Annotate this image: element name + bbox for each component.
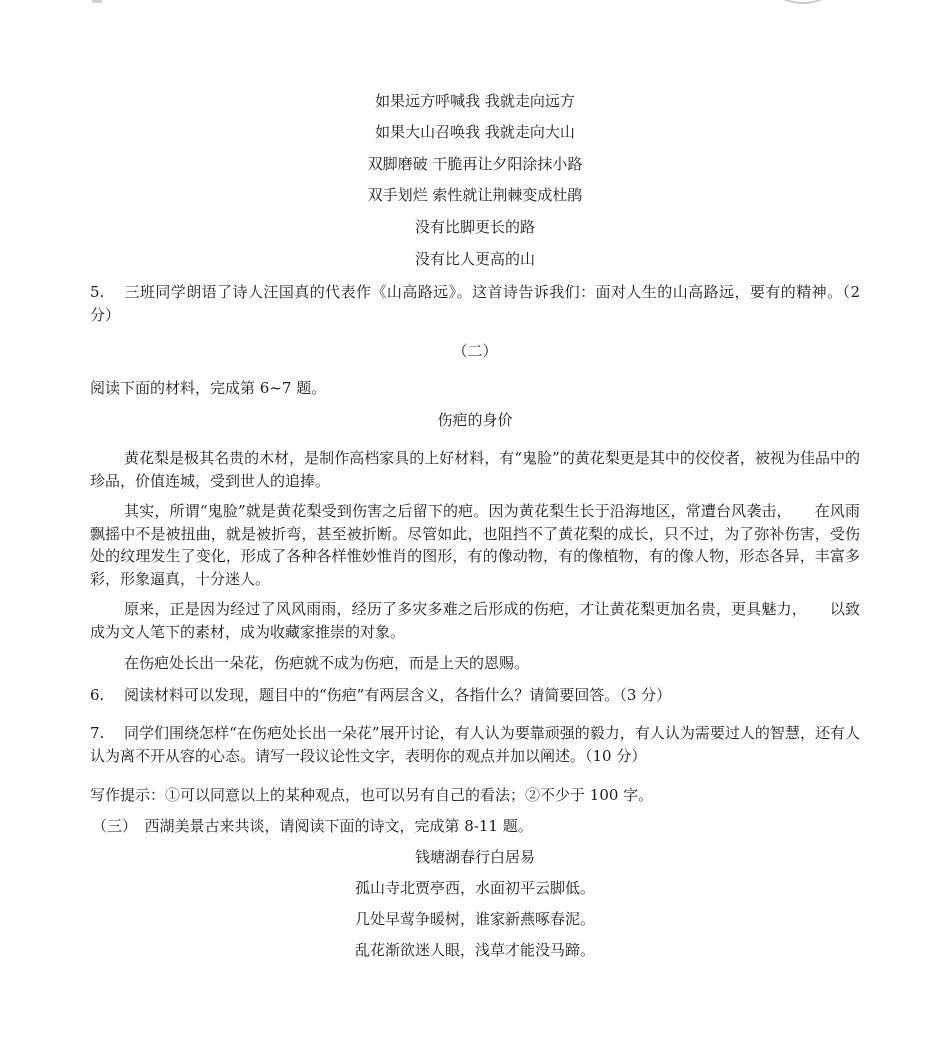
section-instruction: 阅读下面的材料，完成第 6~7 题。: [90, 379, 327, 397]
question-7: [90, 722, 860, 767]
question-number: 6.: [90, 686, 105, 704]
question-text: 三班同学朗语了诗人汪国真的代表作《山高路远》。这首诗告诉我们：面对人生的山高路远，要有的精神。（2 分）: [90, 283, 860, 324]
question-number: 7.: [90, 724, 105, 742]
question-6: [90, 684, 860, 707]
writing-tip: 写作提示：①可以同意以上的某种观点，也可以另有自己的看法；②不少于 100 字。: [90, 786, 654, 804]
poem-line: 双脚磨破 干脆再让夕阳涂抹小路: [367, 155, 583, 173]
poem-line: 乱花渐欲迷人眼，浅草才能没马蹄。: [354, 941, 595, 959]
poem-line: 如果远方呼喊我 我就走向远方: [375, 92, 575, 110]
article-paragraph: 在伤疤处长出一朵花，伤疤就不成为伤疤，而是上天的恩赐。: [124, 654, 530, 672]
scan-mark: [92, 0, 102, 3]
section-heading: （二）: [452, 342, 498, 360]
article-paragraph: 黄花梨是极其名贵的木材，是制作高档家具的上好材料，有“鬼脸”的黄花梨更是其中的佼佼者，被视为佳品中的珍品，价值连城，受到世人的追捧。: [90, 449, 860, 490]
section-heading: （三） 西湖美景古来共谈，请阅读下面的诗文，完成第 8-11 题。: [92, 817, 533, 835]
question-number: 5.: [90, 283, 105, 301]
poem-line: 孤山寺北贾亭西，水面初平云脚低。: [354, 879, 595, 897]
question-5: [90, 281, 860, 326]
poem-line: 双手划烂 索性就让荆棘变成杜鹃: [367, 186, 583, 204]
poem-line: 没有比脚更长的路: [414, 218, 535, 236]
poem-title: 钱塘湖春行白居易: [414, 848, 535, 866]
poem-line: 如果大山召唤我 我就走向大山: [375, 123, 575, 141]
poem-line: 没有比人更高的山: [414, 250, 535, 268]
article-title: 伤疤的身价: [437, 411, 513, 429]
article-paragraph: 其实，所谓“鬼脸”就是黄花梨受到伤害之后留下的疤。因为黄花梨生长于沿海地区，常遭台风袭击， 在风雨飘摇中不是被扭曲，就是被折弯，甚至被折断。尽管如此，也阻挡不了黄花梨的成长，只不过，为了弥补伤害，受伤处的纹理发生了变化，形成了各种各样惟妙惟肖的图形，有的像动物，有的像植物，有的像人物，形态各异，丰富多彩，形象逼真，十分迷人。: [90, 502, 860, 588]
seal-stamp-fragment: [768, 0, 838, 4]
poem-line: 几处早莺争暖树，谁家新燕啄春泥。: [354, 910, 595, 928]
article-paragraph: 原来，正是因为经过了风风雨雨，经历了多灾多难之后形成的伤疤，才让黄花梨更加名贵，更具魅力， 以致成为文人笔下的素材，成为收藏家推崇的对象。: [90, 600, 860, 641]
question-text: 同学们围绕怎样“在伤疤处长出一朵花”展开讨论，有人认为要靠顽强的毅力，有人认为需要过人的智慧，还有人认为离不开从容的心态。请写一段议论性文字，表明你的观点并加以阐述。（10 分）: [90, 724, 860, 765]
question-text: 阅读材料可以发现，题目中的“伤疤”有两层含义，各指什么？请简要回答。（3 分）: [124, 686, 672, 704]
